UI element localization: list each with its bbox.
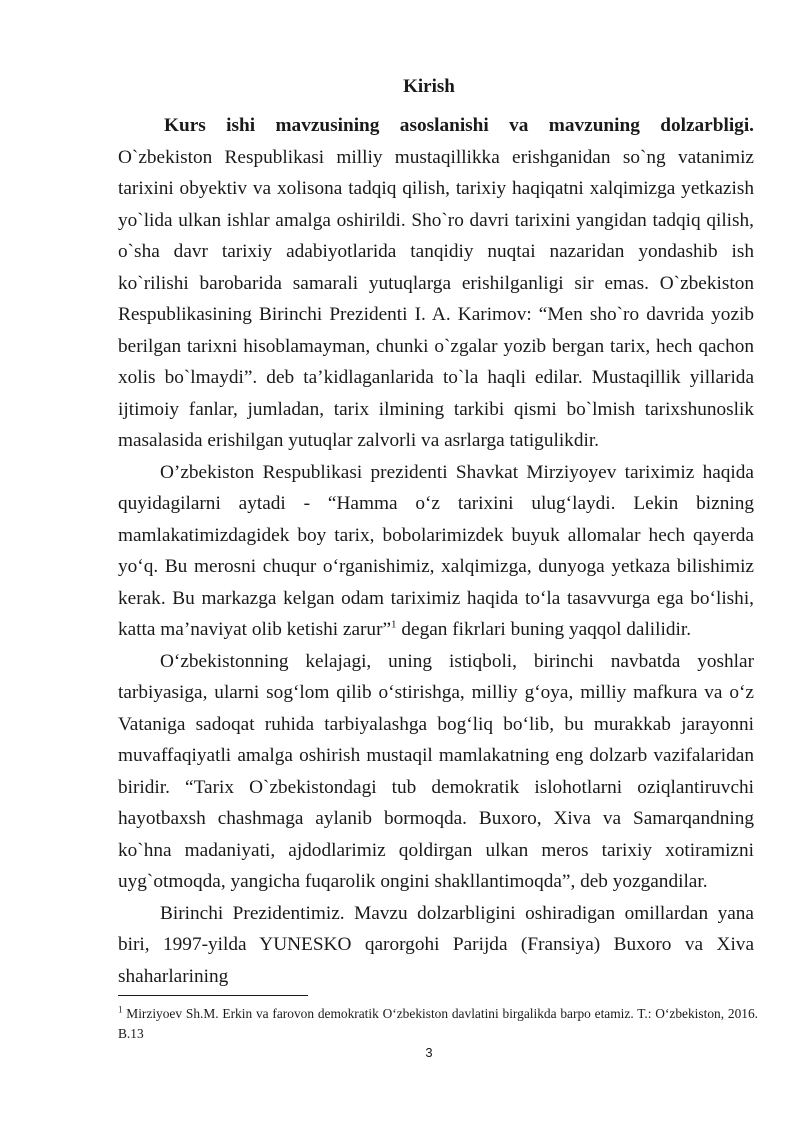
paragraph-text: O’zbekiston Respublikasi prezidenti Shavkat Mirziyoyev tariximiz haqida quyidagilarni aytadi - “Hamma o‘z tarixini ulug‘laydi. Lekin bizning mamlakatimizdagidek boy tarix, bobolarimizdek buyuk allomalar hech qayerda yo‘q. Bu merosni chuqur o‘rganishimiz, xalqimizga, dunyoga yetkaza bilishimiz kerak. Bu markazga kelgan odam tariximiz haqida to‘la tasavvurga ega bo‘lishi, katta ma’naviyat olib ketishi zarur” [118, 461, 754, 640]
footnote-reference[interactable]: 1 [391, 618, 397, 631]
paragraph-text: O`zbekiston Respublikasi milliy mustaqillikka erishganidan so`ng vatanimiz tarixini obyektiv va xolisona tadqiq qilish, tarixiy haqiqatni xalqimizga yetkazish yo`lida ulkan ishlar amalga oshirildi. Sho`ro davri tarixini yangidan tadqiq qilish, o`sha davr tarixiy adabiyotlarida tanqidiy nuqtai nazaridan yondashib ish ko`rilishi barobarida samarali yutuqlarga erishilganligi sir emas. O`zbekiston Respublikasining Birinchi Prezidenti I. A. Karimov: “Men sho`ro davrida yozib berilgan tarixni hisoblamayman, chunki o`zgalar yozib bergan tarix, hech qachon xolis bo`lmaydi”. deb ta’kidlaganlarida to`la haqli edilar. Mustaqillik yillarida ijtimoiy fanlar, jumladan, tarix ilmining tarkibi qismi bo`lmish tarixshunoslik masalasida erishilgan yutuqlar zalvorli va asrlarga tatigulikdir. [118, 146, 754, 451]
paragraph-text: O‘zbekistonning kelajagi, uning istiqboli, birinchi navbatda yoshlar tarbiyasiga, ularni sog‘lom qilib o‘stirishga, milliy g‘oya, milliy mafkura va o‘z Vataniga sadoqat ruhida tarbiyalashga bog‘liq bo‘lib, bu murakkab jarayonni muvaffaqiyatli amalga oshirish mustaqil mamlakatning eng dolzarb vazifalaridan biridir. “Tarix O`zbekistondagi tub demokratik islohotlarni oziqlantiruvchi hayotbaxsh chashmaga aylanib bormoqda. Buxoro, Xiva va Samarqandning ko`hna madaniyati, ajdodlarimiz qoldirgan ulkan meros tarixiy xotiramizni uyg`otmoqda, yangicha fuqarolik ongini shakllantimoqda”, deb yozgandilar. [118, 650, 754, 892]
footnote [118, 1004, 758, 1044]
paragraph-lead: Kurs ishi mavzusining asoslanishi va mavzuning dolzarbligi. [164, 115, 754, 136]
paragraph-text: Birinchi Prezidentimiz. Mavzu dolzarbligini oshiradigan omillardan yana biri, 1997-yilda YUNESKO qarorgohi Parijda (Fransiya) Buxoro va Xiva shaharlarining [118, 902, 754, 987]
footnote-marker: 1 [118, 1004, 123, 1015]
paragraph-3 [118, 646, 754, 898]
paragraph-1 [118, 110, 754, 457]
paragraph-text: degan fikrlari buning yaqqol dalilidir. [396, 619, 692, 640]
footnote-text: Mirziyoev Sh.M. Erkin va farovon demokratik O‘zbekiston davlatini birgalikda barpo etamiz. T.: O‘zbekiston, 2016. B.13 [118, 1006, 758, 1041]
body-text [118, 110, 754, 992]
footnote-separator [118, 995, 308, 996]
page-number: 3 [425, 1045, 433, 1060]
paragraph-2 [118, 457, 754, 646]
paragraph-4 [118, 898, 754, 993]
section-heading: Kirish [403, 76, 455, 97]
